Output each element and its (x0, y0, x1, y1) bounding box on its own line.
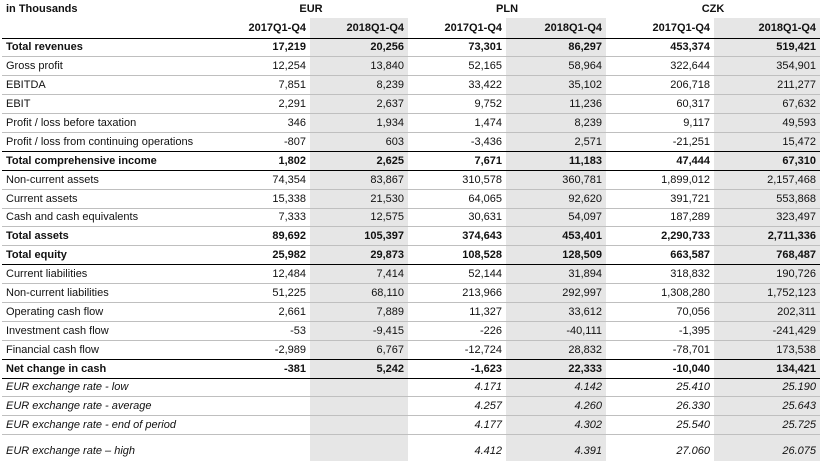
row-label: EUR exchange rate - average (2, 397, 214, 416)
cell-value: -53 (214, 321, 310, 340)
cell-value: 4.391 (506, 435, 606, 461)
table-row (2, 76, 820, 95)
cell-value: 211,277 (714, 76, 820, 95)
row-label: Operating cash flow (2, 302, 214, 321)
table-row (2, 435, 820, 461)
row-label: Non-current liabilities (2, 284, 214, 303)
cell-value: 12,254 (214, 57, 310, 76)
cell-value: 33,422 (408, 76, 506, 95)
table-row (2, 114, 820, 133)
cell-value: 2,291 (214, 95, 310, 114)
table-row (2, 38, 820, 57)
cell-value: 83,867 (310, 170, 408, 189)
table-row (2, 246, 820, 265)
row-label: EUR exchange rate - end of period (2, 416, 214, 435)
cell-value: 31,894 (506, 265, 606, 284)
row-label: Financial cash flow (2, 340, 214, 359)
cell-value: 25.643 (714, 397, 820, 416)
cell-value: 1,752,123 (714, 284, 820, 303)
cell-value: 86,297 (506, 38, 606, 57)
cell-value: 29,873 (310, 246, 408, 265)
cell-value: 12,484 (214, 265, 310, 284)
cell-value (214, 397, 310, 416)
cell-value: -381 (214, 359, 310, 378)
cell-value: 4.177 (408, 416, 506, 435)
cell-value: 2,157,468 (714, 170, 820, 189)
cell-value: 1,474 (408, 114, 506, 133)
currency-header-pln: PLN (496, 3, 519, 15)
cell-value: 15,472 (714, 132, 820, 151)
cell-value: 7,889 (310, 302, 408, 321)
currency-header-eur: EUR (299, 3, 323, 15)
cell-value: -3,436 (408, 132, 506, 151)
cell-value: -10,040 (606, 359, 714, 378)
cell-value: 8,239 (310, 76, 408, 95)
cell-value: -9,415 (310, 321, 408, 340)
cell-value: 202,311 (714, 302, 820, 321)
row-label: EUR exchange rate - low (2, 378, 214, 397)
cell-value: 30,631 (408, 208, 506, 227)
cell-value: 58,964 (506, 57, 606, 76)
table-row (2, 151, 820, 170)
cell-value (214, 435, 310, 461)
cell-value: 2,625 (310, 151, 408, 170)
cell-value: 28,832 (506, 340, 606, 359)
cell-value: 4.257 (408, 397, 506, 416)
cell-value: 22,333 (506, 359, 606, 378)
cell-value: 11,327 (408, 302, 506, 321)
period-header: 2017Q1-Q4 (214, 18, 310, 38)
cell-value: 134,421 (714, 359, 820, 378)
cell-value: -21,251 (606, 132, 714, 151)
table-row (2, 227, 820, 246)
cell-value: 11,236 (506, 95, 606, 114)
row-label: Total comprehensive income (2, 151, 214, 170)
currency-header-row (2, 0, 820, 18)
cell-value: 68,110 (310, 284, 408, 303)
period-header: 2018Q1-Q4 (506, 18, 606, 38)
cell-value: 89,692 (214, 227, 310, 246)
cell-value: 768,487 (714, 246, 820, 265)
cell-value: 67,632 (714, 95, 820, 114)
cell-value: 553,868 (714, 189, 820, 208)
cell-value: 322,644 (606, 57, 714, 76)
cell-value: 4.260 (506, 397, 606, 416)
cell-value: 2,571 (506, 132, 606, 151)
cell-value: 4.171 (408, 378, 506, 397)
table-row (2, 321, 820, 340)
cell-value: 92,620 (506, 189, 606, 208)
table-row (2, 359, 820, 378)
cell-value: 4.142 (506, 378, 606, 397)
cell-value (214, 416, 310, 435)
cell-value: 12,575 (310, 208, 408, 227)
row-label: Non-current assets (2, 170, 214, 189)
cell-value: 51,225 (214, 284, 310, 303)
cell-value: -241,429 (714, 321, 820, 340)
cell-value: 11,183 (506, 151, 606, 170)
cell-value: 603 (310, 132, 408, 151)
cell-value: 21,530 (310, 189, 408, 208)
table-row (2, 378, 820, 397)
cell-value (310, 397, 408, 416)
currency-header-czk: CZK (701, 3, 725, 15)
cell-value: 49,593 (714, 114, 820, 133)
cell-value (214, 378, 310, 397)
cell-value: 1,802 (214, 151, 310, 170)
cell-value: 33,612 (506, 302, 606, 321)
cell-value: 47,444 (606, 151, 714, 170)
cell-value: 2,637 (310, 95, 408, 114)
cell-value: -78,701 (606, 340, 714, 359)
cell-value: 190,726 (714, 265, 820, 284)
cell-value: 187,289 (606, 208, 714, 227)
table-row (2, 95, 820, 114)
cell-value: 346 (214, 114, 310, 133)
cell-value: 318,832 (606, 265, 714, 284)
cell-value: 35,102 (506, 76, 606, 95)
row-label: Net change in cash (2, 359, 214, 378)
cell-value: 7,333 (214, 208, 310, 227)
cell-value: 1,899,012 (606, 170, 714, 189)
table-row (2, 284, 820, 303)
cell-value: 360,781 (506, 170, 606, 189)
cell-value: 2,711,336 (714, 227, 820, 246)
period-header: 2017Q1-Q4 (606, 18, 714, 38)
cell-value: 20,256 (310, 38, 408, 57)
cell-value (310, 378, 408, 397)
row-label: Total assets (2, 227, 214, 246)
cell-value: 206,718 (606, 76, 714, 95)
cell-value (310, 435, 408, 461)
cell-value: 60,317 (606, 95, 714, 114)
cell-value: 9,752 (408, 95, 506, 114)
cell-value: 292,997 (506, 284, 606, 303)
row-label: EBITDA (2, 76, 214, 95)
cell-value: 64,065 (408, 189, 506, 208)
cell-value: 2,290,733 (606, 227, 714, 246)
cell-value: 374,643 (408, 227, 506, 246)
row-label: Current liabilities (2, 265, 214, 284)
cell-value: 27.060 (676, 444, 711, 457)
cell-value: 25.725 (714, 416, 820, 435)
table-row (2, 208, 820, 227)
table-row (2, 397, 820, 416)
cell-value: 1,934 (310, 114, 408, 133)
cell-value: -2,989 (214, 340, 310, 359)
row-label: Current assets (2, 189, 214, 208)
cell-value: 52,165 (408, 57, 506, 76)
cell-value: 5,242 (310, 359, 408, 378)
table-row (2, 57, 820, 76)
row-label: Total equity (2, 246, 214, 265)
cell-value: 25.410 (606, 378, 714, 397)
table-row (2, 265, 820, 284)
cell-value: 1,308,280 (606, 284, 714, 303)
cell-value: 323,497 (714, 208, 820, 227)
cell-value: 128,509 (506, 246, 606, 265)
cell-value: 17,219 (214, 38, 310, 57)
cell-value: 108,528 (408, 246, 506, 265)
cell-value: -226 (408, 321, 506, 340)
cell-value: -807 (214, 132, 310, 151)
cell-value: 7,414 (310, 265, 408, 284)
period-header-blank (2, 18, 214, 38)
cell-value: 663,587 (606, 246, 714, 265)
cell-value: 8,239 (506, 114, 606, 133)
row-label: EBIT (2, 95, 214, 114)
cell-value: 105,397 (310, 227, 408, 246)
cell-value: 52,144 (408, 265, 506, 284)
cell-value: -12,724 (408, 340, 506, 359)
cell-value: 67,310 (714, 151, 820, 170)
cell-value: 6,767 (310, 340, 408, 359)
cell-value: 7,851 (214, 76, 310, 95)
table-row (2, 416, 820, 435)
cell-value: 453,374 (606, 38, 714, 57)
cell-value: 70,056 (606, 302, 714, 321)
cell-value: -1,623 (408, 359, 506, 378)
cell-value: 7,671 (408, 151, 506, 170)
row-label: EUR exchange rate – high (6, 444, 136, 457)
cell-value: 74,354 (214, 170, 310, 189)
table-row (2, 189, 820, 208)
cell-value: 4.412 (474, 444, 503, 457)
table-row (2, 132, 820, 151)
cell-value: 4.302 (506, 416, 606, 435)
cell-value: 173,538 (714, 340, 820, 359)
row-label: Profit / loss from continuing operations (2, 132, 214, 151)
row-label: Gross profit (2, 57, 214, 76)
cell-value: 2,661 (214, 302, 310, 321)
cell-value: 310,578 (408, 170, 506, 189)
cell-value: 54,097 (506, 208, 606, 227)
row-label: Profit / loss before taxation (2, 114, 214, 133)
table-row (2, 340, 820, 359)
period-header: 2017Q1-Q4 (408, 18, 506, 38)
cell-value: 213,966 (408, 284, 506, 303)
cell-value: 13,840 (310, 57, 408, 76)
row-label: Cash and cash equivalents (2, 208, 214, 227)
cell-value: 9,117 (606, 114, 714, 133)
cell-value: 25,982 (214, 246, 310, 265)
cell-value: 354,901 (714, 57, 820, 76)
cell-value: 73,301 (408, 38, 506, 57)
cell-value: 519,421 (714, 38, 820, 57)
table-row (2, 170, 820, 189)
cell-value: 26.330 (606, 397, 714, 416)
cell-value: -40,111 (506, 321, 606, 340)
cell-value: 453,401 (506, 227, 606, 246)
cell-value (310, 416, 408, 435)
cell-value: 25.190 (714, 378, 820, 397)
period-header: 2018Q1-Q4 (714, 18, 820, 38)
unit-label: in Thousands (6, 3, 78, 15)
period-header: 2018Q1-Q4 (310, 18, 408, 38)
period-header-row (2, 18, 820, 38)
cell-value: 26.075 (714, 435, 820, 461)
cell-value: 25.540 (606, 416, 714, 435)
row-label: Total revenues (2, 38, 214, 57)
financial-summary-table (2, 0, 820, 461)
cell-value: 391,721 (606, 189, 714, 208)
row-label: Investment cash flow (2, 321, 214, 340)
cell-value: -1,395 (606, 321, 714, 340)
table-row (2, 302, 820, 321)
cell-value: 15,338 (214, 189, 310, 208)
